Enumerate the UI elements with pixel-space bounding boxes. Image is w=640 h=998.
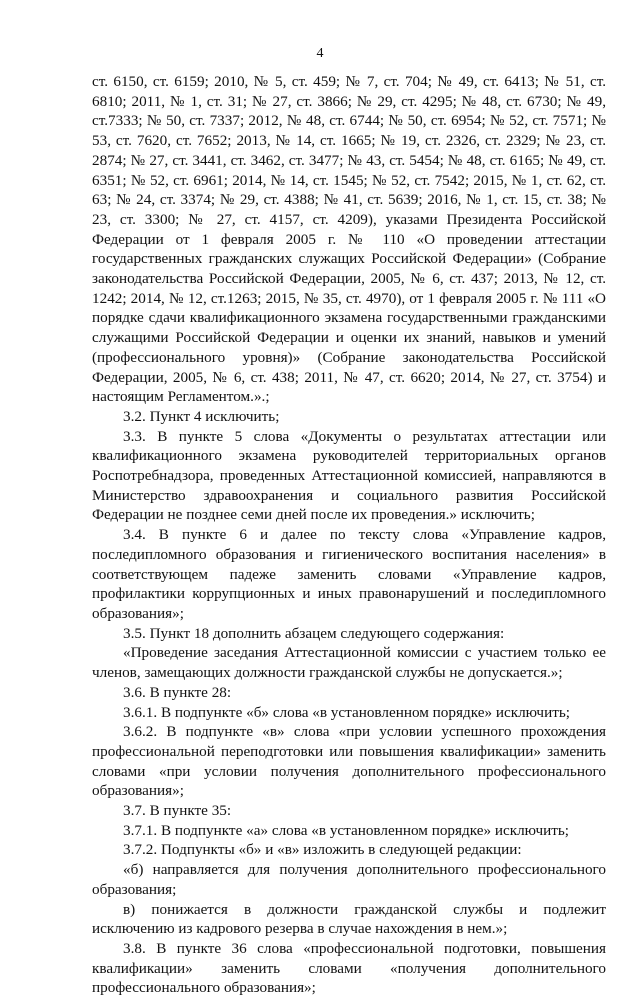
- page-number: 4: [316, 46, 324, 61]
- document-body: [92, 72, 606, 998]
- paragraph: 3.7.2. Подпункты «б» и «в» изложить в следующей редакции:: [123, 841, 522, 859]
- paragraph: 3.6.2. В подпункте «в» слова «при условии успешного прохождения профессиональной переподготовки или повышения квалификации» заменить словами «при условии получения дополнительного профессионального образования»;: [92, 723, 606, 800]
- paragraph: ст. 6150, ст. 6159; 2010, № 5, ст. 459; № 7, ст. 704; № 49, ст. 6413; № 51, ст. 6810; 2011, № 1, ст. 31; № 27, ст. 3866; № 29, ст. 4295; № 48, ст. 6730; № 49, ст.7333; № 50, ст. 7337; 2012, № 48, ст. 6744; № 50, ст. 6954; № 52, ст. 7571; № 53, ст. 7620, ст. 7652; 2013, № 14, ст. 1665; № 19, ст. 2326, ст. 2329; № 23, ст. 2874; № 27, ст. 3441, ст. 3462, ст. 3477; № 43, ст. 5454; № 48, ст. 6165; № 49, ст. 6351; № 52, ст. 6961; 2014, № 14, ст. 1545; № 52, ст. 7542; 2015, № 1, ст. 62, ст. 63; № 24, ст. 3374; № 29, ст. 4388; № 41, ст. 5639; 2016, № 1, ст. 15, ст. 38; № 23, ст. 3300; № 27, ст. 4157, ст. 4209), указами Президента Российской Федерации от 1 февраля 2005 г. № 110 «О проведении аттестации государственных гражданских служащих Российской Федерации» (Собрание законодательства Российской Федерации, 2005, № 6, ст. 437; 2013, № 12, ст. 1242; 2014, № 12, ст.1263; 2015, № 35, ст. 4970), от 1 февраля 2005 г. № 111 «О порядке сдачи квалификационного экзамена государственными гражданскими служащими Российской Федерации и оценки их знаний, навыков и умений (профессионального уровня)» (Собрание законодательства Российской Федерации, 2005, № 6, ст. 438; 2011, № 47, ст. 6620; 2014, № 27, ст. 3754) и настоящим Регламентом.».;: [92, 73, 606, 406]
- paragraph: в) понижается в должности гражданской службы и подлежит исключению из кадрового резерва в случае нахождения в нем.»;: [92, 900, 606, 938]
- paragraph: «Проведение заседания Аттестационной комиссии с участием только ее членов, замещающих должности гражданской службы не допускается.»;: [92, 644, 606, 682]
- paragraph: 3.2. Пункт 4 исключить;: [123, 407, 280, 425]
- paragraph: 3.4. В пункте 6 и далее по тексту слова «Управление кадров, последипломного образования и гигиенического воспитания населения» в соответствующем падеже заменить словами «Управление кадров, профилактики коррупционных и иных правонарушений и последипломного образования»;: [92, 526, 606, 622]
- paragraph: 3.6. В пункте 28:: [123, 683, 232, 701]
- paragraph: 3.5. Пункт 18 дополнить абзацем следующего содержания:: [123, 624, 505, 642]
- paragraph: «б) направляется для получения дополнительного профессионального образования;: [92, 861, 606, 898]
- paragraph: 3.8. В пункте 36 слова «профессиональной подготовки, повышения квалификации» заменить словами «получения дополнительного профессионального образования»;: [92, 939, 606, 997]
- paragraph: 3.7.1. В подпункте «а» слова «в установленном порядке» исключить;: [123, 821, 569, 839]
- paragraph: 3.6.1. В подпункте «б» слова «в установленном порядке» исключить;: [123, 703, 570, 721]
- paragraph: 3.3. В пункте 5 слова «Документы о результатах аттестации или квалификационного экзамена руководителей территориальных органов Роспотребнадзора, проведенных Аттестационной комиссией, направляются в Министерство здравоохранения и социального развития Российской Федерации не позднее семи дней после их проведения.» исключить;: [92, 427, 606, 524]
- paragraph: 3.7. В пункте 35:: [123, 802, 232, 820]
